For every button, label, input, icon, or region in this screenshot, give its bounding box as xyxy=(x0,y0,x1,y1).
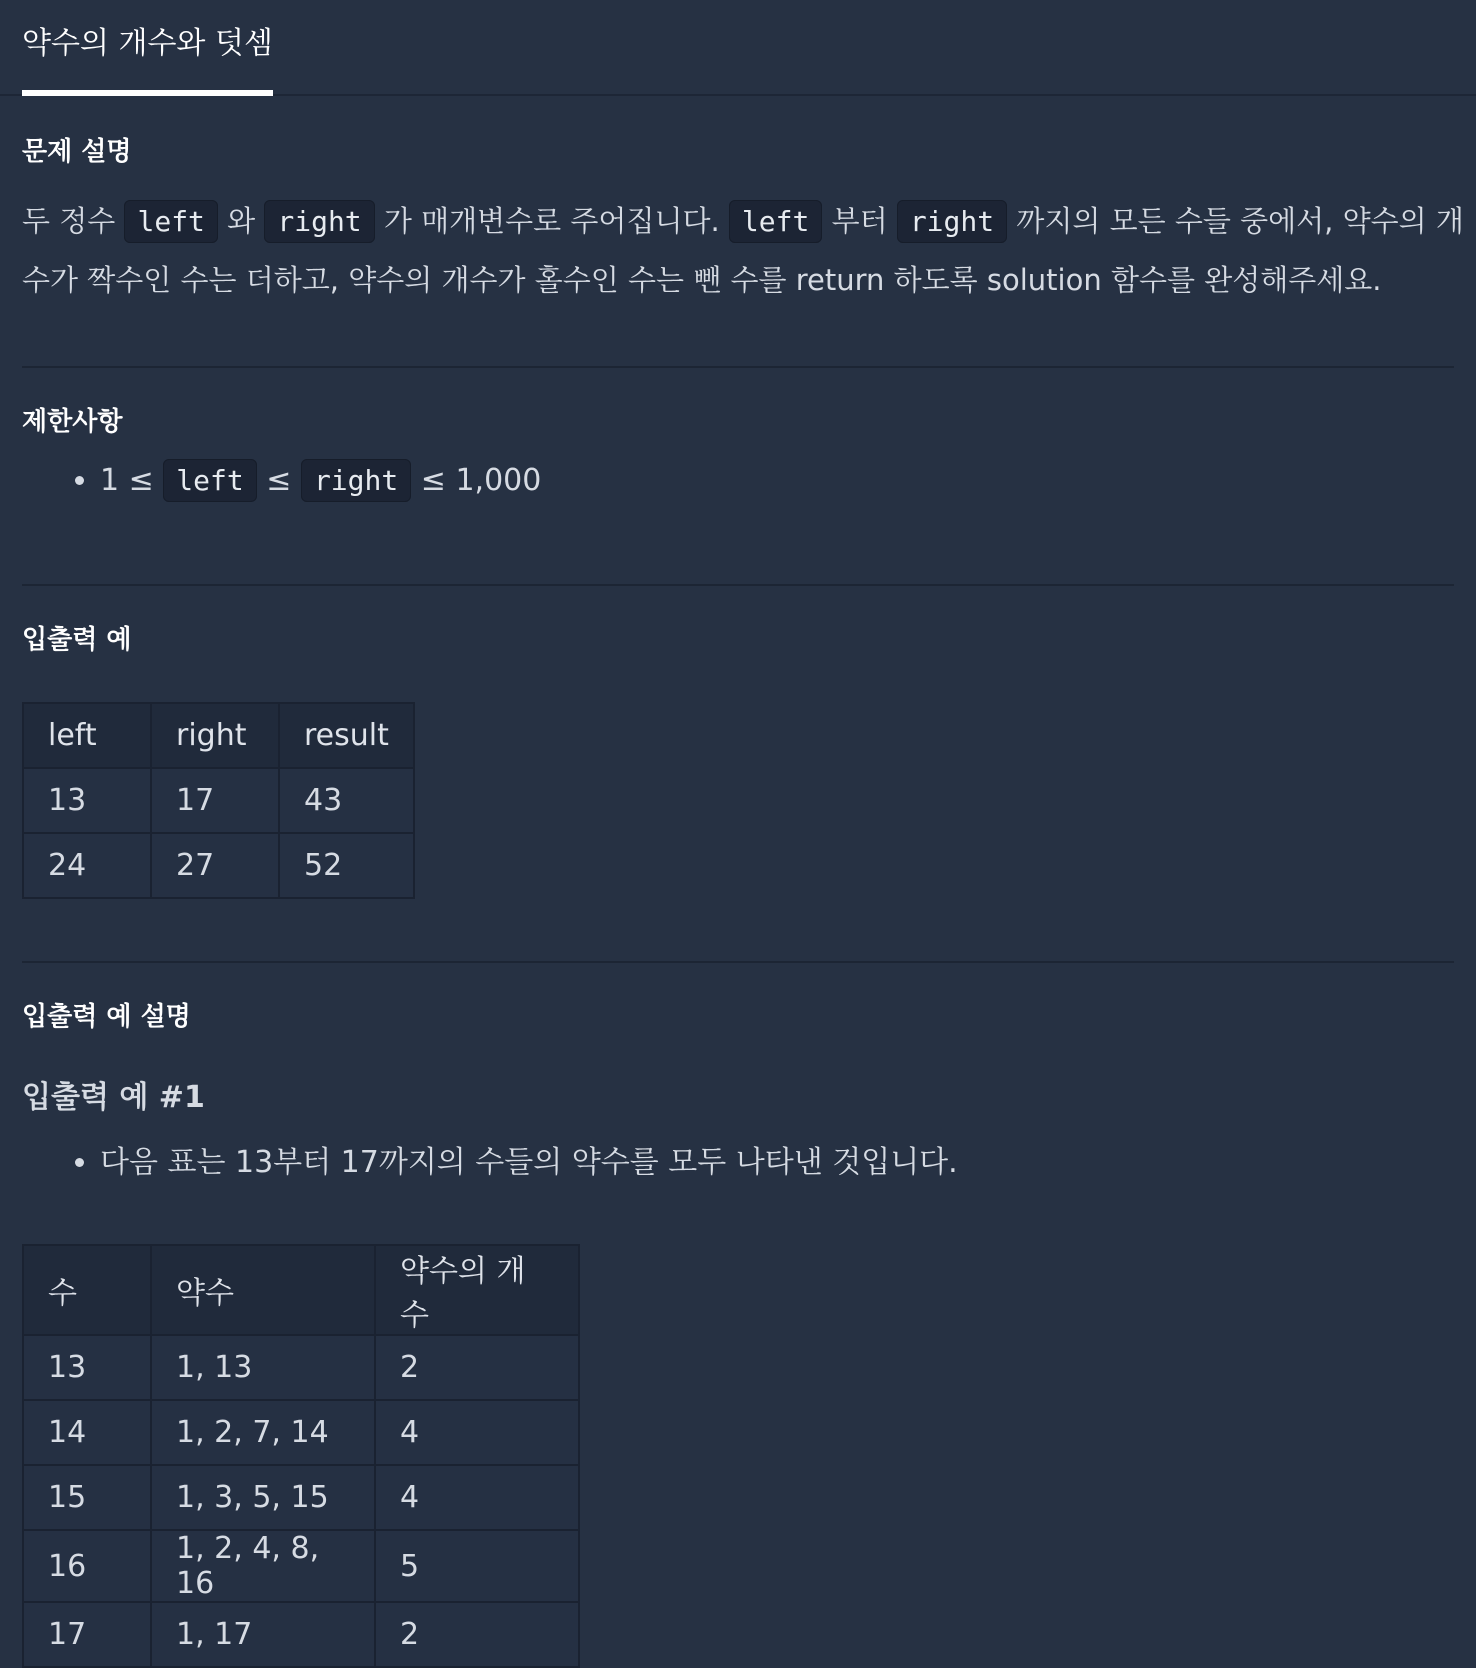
divisors-table xyxy=(22,1244,580,1668)
explanation-subheading: 입출력 예 #1 xyxy=(22,1080,205,1115)
table-header-cell: 약수 xyxy=(151,1245,375,1335)
constraint-text-3: ≤ 1,000 xyxy=(411,463,542,498)
description-text-1: 두 정수 xyxy=(22,204,125,238)
tab-bar xyxy=(0,0,1476,96)
code-left: left xyxy=(163,459,256,502)
description-text-4: 부터 xyxy=(822,204,897,238)
table-row xyxy=(23,833,414,898)
section-divider xyxy=(22,961,1454,963)
table-cell: 4 xyxy=(375,1400,579,1465)
table-cell: 27 xyxy=(151,833,279,898)
table-header-cell: right xyxy=(151,703,279,768)
table-header-cell: 약수의 개수 xyxy=(375,1245,579,1335)
code-left: left xyxy=(124,200,217,243)
table-cell: 43 xyxy=(279,768,414,833)
description-heading: 문제 설명 xyxy=(22,137,132,167)
table-cell: 16 xyxy=(23,1530,151,1602)
table-cell: 24 xyxy=(23,833,151,898)
explanation-list xyxy=(22,1140,958,1186)
table-cell: 2 xyxy=(375,1602,579,1667)
table-cell: 15 xyxy=(23,1465,151,1530)
table-row xyxy=(23,1530,579,1602)
description-text-2: 와 xyxy=(217,204,265,238)
tab-problem-title[interactable]: 약수의 개수와 덧셈 xyxy=(22,18,273,96)
table-row xyxy=(23,1400,579,1465)
section-divider xyxy=(22,584,1454,586)
table-header-row xyxy=(23,703,414,768)
examples-heading: 입출력 예 xyxy=(22,625,132,655)
constraints-heading: 제한사항 xyxy=(22,407,123,437)
table-cell: 1, 13 xyxy=(151,1335,375,1400)
table-cell: 1, 2, 4, 8, 16 xyxy=(151,1530,375,1602)
table-cell: 2 xyxy=(375,1335,579,1400)
table-cell: 1, 2, 7, 14 xyxy=(151,1400,375,1465)
constraint-text-1: 1 ≤ xyxy=(100,463,164,498)
code-left: left xyxy=(729,200,822,243)
table-header-cell: result xyxy=(279,703,414,768)
table-cell: 17 xyxy=(23,1602,151,1667)
code-right: right xyxy=(897,200,1007,243)
table-cell: 13 xyxy=(23,768,151,833)
description-text-3: 가 매개변수로 주어집니다. xyxy=(374,204,729,238)
table-cell: 17 xyxy=(151,768,279,833)
constraint-text-2: ≤ xyxy=(256,463,301,498)
table-row xyxy=(23,1465,579,1530)
table-cell: 1, 17 xyxy=(151,1602,375,1667)
table-row xyxy=(23,768,414,833)
examples-table xyxy=(22,702,415,899)
table-cell: 52 xyxy=(279,833,414,898)
code-right: right xyxy=(264,200,374,243)
description-text xyxy=(22,192,1472,309)
table-cell: 5 xyxy=(375,1530,579,1602)
table-cell: 14 xyxy=(23,1400,151,1465)
table-cell: 4 xyxy=(375,1465,579,1530)
code-right: right xyxy=(301,459,411,502)
explanation-heading: 입출력 예 설명 xyxy=(22,1002,191,1032)
table-header-cell: left xyxy=(23,703,151,768)
table-cell: 13 xyxy=(23,1335,151,1400)
table-row xyxy=(23,1335,579,1400)
table-cell: 1, 3, 5, 15 xyxy=(151,1465,375,1530)
constraints-list xyxy=(22,458,541,504)
list-item: • 다음 표는 13부터 17까지의 수들의 약수를 모두 나타낸 것입니다. xyxy=(100,1140,958,1186)
table-header-row xyxy=(23,1245,579,1335)
description-text-5: 까지의 모든 수들 중에서, 약수의 개수가 짝수인 수는 더하고, 약수의 개수가 홀수인 수는 뺀 수를 return 하도록 solution 함수를 완성해주세요. xyxy=(22,204,1464,297)
list-item xyxy=(100,458,541,504)
section-divider xyxy=(22,366,1454,368)
table-header-cell: 수 xyxy=(23,1245,151,1335)
table-row xyxy=(23,1602,579,1667)
